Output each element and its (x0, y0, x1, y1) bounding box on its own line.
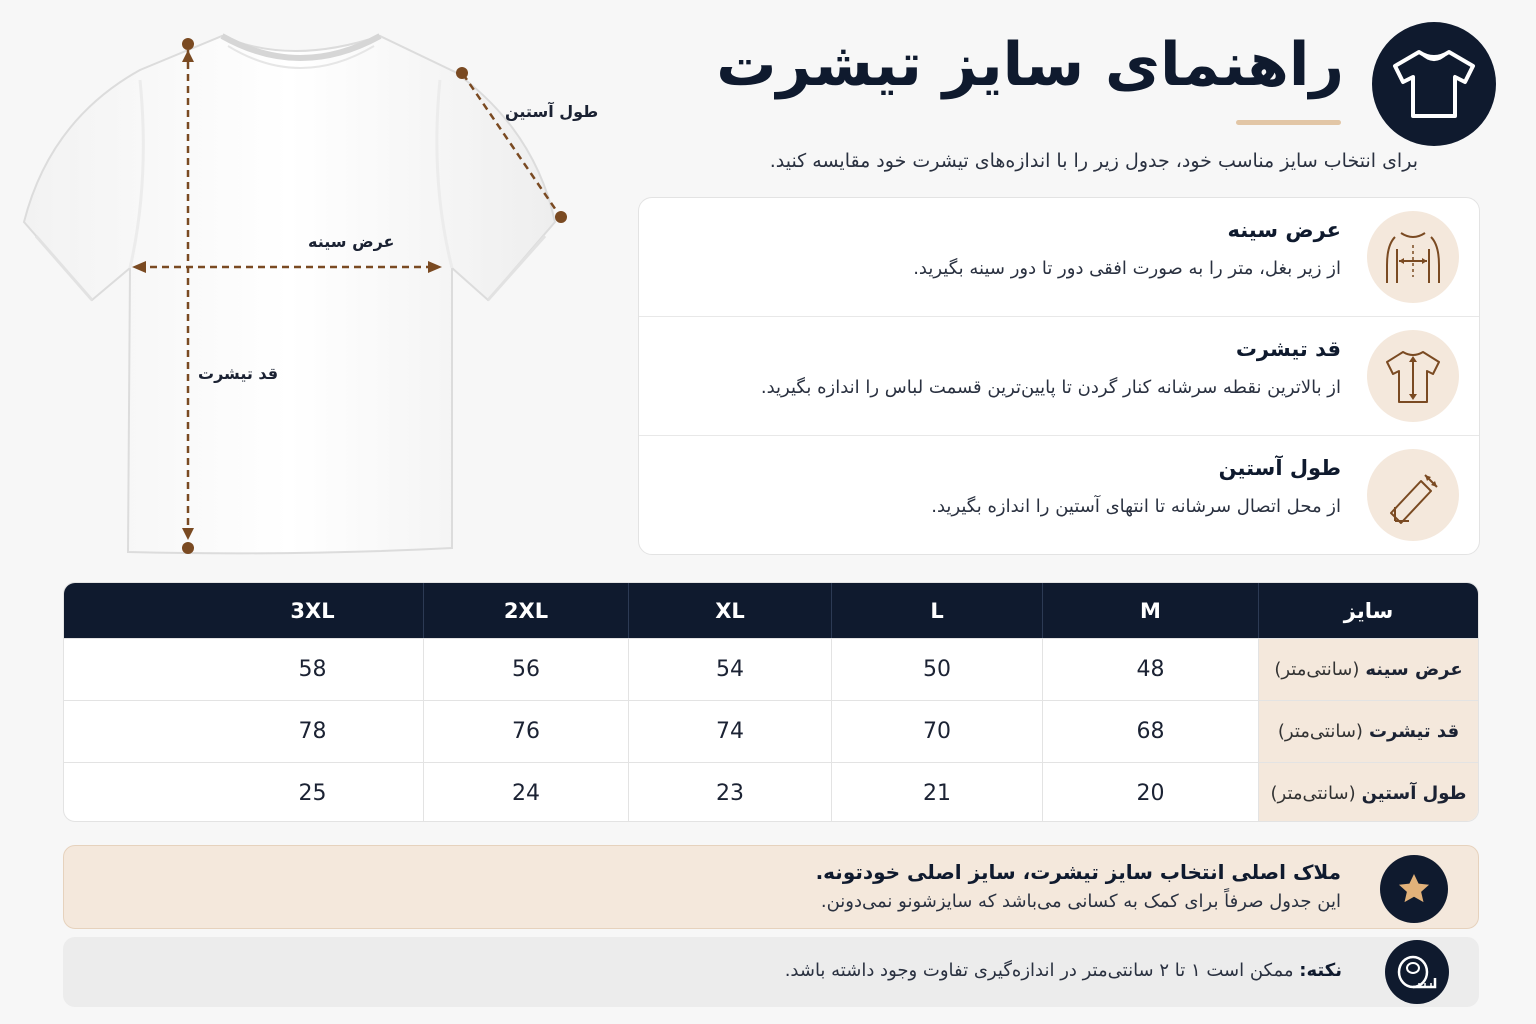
page-title: راهنمای سایز تیشرت (716, 30, 1344, 100)
sleeve-measure-icon (1367, 449, 1459, 541)
tip-note-box (63, 937, 1479, 1007)
sleeve-end-dot (555, 211, 567, 223)
sleeve-length-label: طول آستین (505, 102, 599, 121)
table-cell: 56 (423, 639, 628, 700)
table-cell: 54 (628, 639, 831, 700)
table-header-size: M (1042, 583, 1258, 638)
main-note-title: ملاک اصلی انتخاب سایز تیشرت، سایز اصلی خودتونه. (815, 860, 1341, 884)
measurement-item-length (639, 317, 1479, 436)
measurement-description: از محل اتصال سرشانه تا انتهای آستین را اندازه بگیرید. (931, 496, 1341, 517)
main-note-text: این جدول صرفاً برای کمک به کسانی می‌باشد که سایزشونو نمی‌دونن. (820, 891, 1341, 912)
table-cell: 24 (423, 763, 628, 822)
table-header-row (64, 583, 1478, 638)
tshirt-illustration (0, 0, 620, 570)
table-cell: 68 (1042, 701, 1258, 762)
row-label: قد تیشرت (1368, 721, 1460, 742)
row-label-cell (1258, 763, 1478, 822)
measurement-item-sleeve (639, 436, 1479, 555)
row-unit: (سانتی‌متر) (1274, 659, 1360, 680)
tip-text (785, 960, 1342, 981)
chest-measure-icon (1367, 211, 1459, 303)
table-header-size: 2XL (423, 583, 628, 638)
measurement-description: از زیر بغل، متر را به صورت افقی دور تا دور سینه بگیرید. (913, 258, 1341, 279)
measurement-description: از بالاترین نقطه سرشانه کنار گردن تا پایین‌ترین قسمت لباس را اندازه بگیرید. (760, 377, 1341, 398)
tape-measure-icon (1385, 940, 1449, 1004)
row-unit: (سانتی‌متر) (1277, 721, 1363, 742)
table-cell: 58 (298, 657, 327, 682)
table-cell: 70 (831, 701, 1042, 762)
table-row (64, 762, 1478, 822)
length-end-dot (182, 542, 194, 554)
measurement-guide (638, 197, 1480, 555)
measurement-title: طول آستین (1218, 456, 1341, 480)
table-row (64, 638, 1478, 700)
row-label-cell (1258, 639, 1478, 700)
table-cell: 48 (1042, 639, 1258, 700)
table-row (64, 700, 1478, 762)
tip-label: نکته: (1299, 960, 1342, 981)
chest-width-label: عرض سینه (308, 232, 395, 251)
measurement-item-chest (639, 198, 1479, 317)
tshirt-diagram (0, 0, 620, 570)
table-cell: 50 (831, 639, 1042, 700)
row-label-cell (1258, 701, 1478, 762)
measurement-title: عرض سینه (1227, 218, 1341, 242)
table-header-size: L (831, 583, 1042, 638)
shirt-length-icon (1367, 330, 1459, 422)
measurement-title: قد تیشرت (1235, 337, 1341, 361)
table-header-size: 3XL (290, 598, 335, 623)
size-table (63, 582, 1479, 822)
row-label: طول آستین (1361, 783, 1467, 804)
star-icon (1380, 855, 1448, 923)
table-cell: 78 (298, 719, 327, 744)
tip-body: ممکن است ۱ تا ۲ سانتی‌متر در اندازه‌گیری تفاوت وجود داشته باشد. (784, 960, 1294, 981)
shirt-length-label: قد تیشرت (198, 364, 279, 383)
sleeve-start-dot (456, 67, 468, 79)
table-header-label: سایز (1258, 583, 1478, 638)
table-cell: 20 (1042, 763, 1258, 822)
page-subtitle: برای انتخاب سایز مناسب خود، جدول زیر را با اندازه‌های تیشرت خود مقایسه کنید. (769, 150, 1418, 172)
title-underline (1236, 120, 1341, 125)
row-unit: (سانتی‌متر) (1270, 783, 1356, 804)
table-cell: 74 (628, 701, 831, 762)
table-cell: 23 (628, 763, 831, 822)
table-cell: 76 (423, 701, 628, 762)
table-header-size: XL (628, 583, 831, 638)
table-cell: 25 (298, 781, 327, 806)
length-start-dot (182, 38, 194, 50)
row-label: عرض سینه (1365, 659, 1463, 680)
main-note-box (63, 845, 1479, 929)
table-cell: 21 (831, 763, 1042, 822)
tshirt-icon (1372, 22, 1496, 146)
